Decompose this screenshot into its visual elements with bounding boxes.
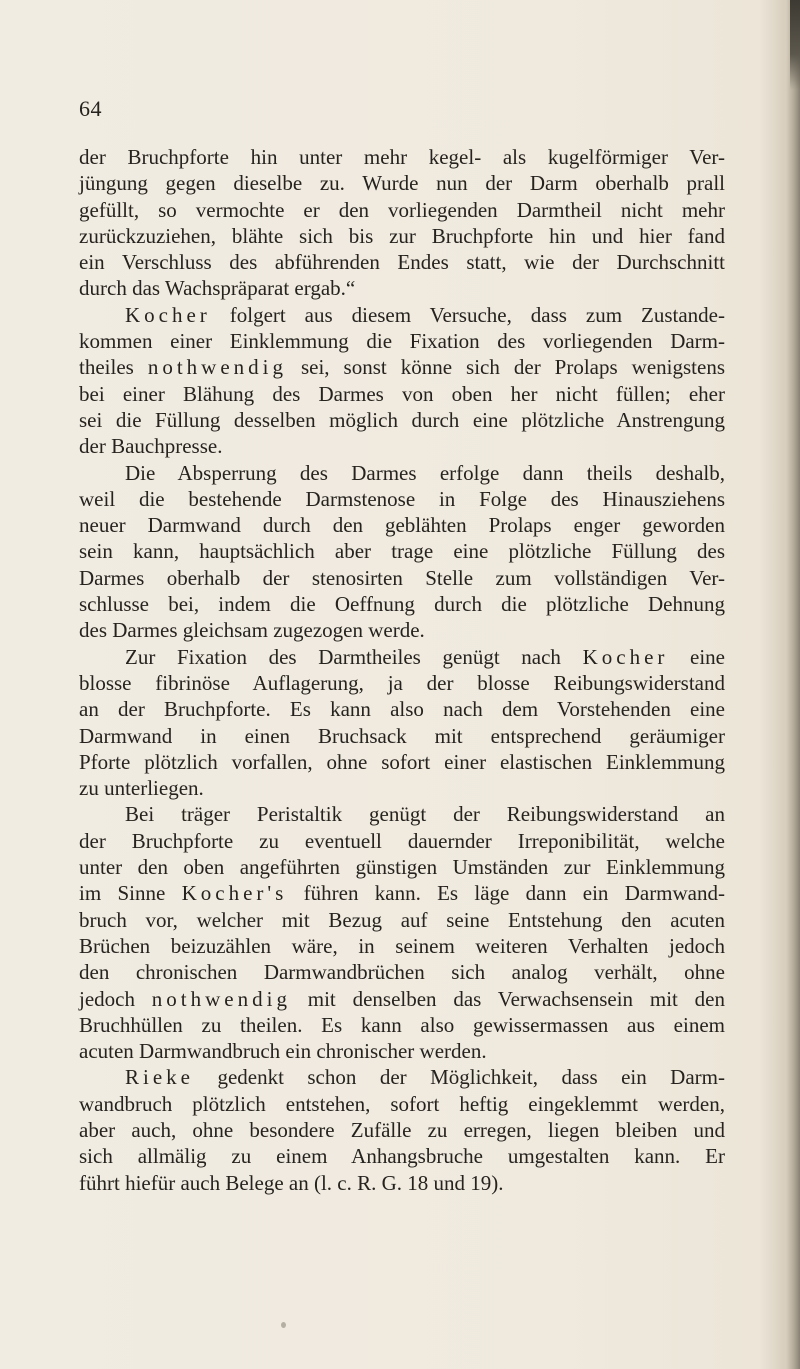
- text-line: sein kann, hauptsächlich aber trage eine plötzliche Füllung des: [79, 539, 725, 564]
- page-number: 64: [79, 96, 102, 121]
- text-line: bei einer Blähung des Darmes von oben her nicht füllen; eher: [79, 381, 725, 406]
- text-line: Darmwand in einen Bruchsack mit entsprechend geräumiger: [79, 723, 725, 748]
- text-line: aber auch, ohne besondere Zufälle zu erregen, liegen bleiben und: [79, 1117, 725, 1142]
- text-line: Zur Fixation des Darmtheiles genügt nach Kocher eine: [125, 644, 726, 669]
- text-line: der Bruchpforte zu eventuell dauernder Irreponibilität, welche: [79, 828, 725, 853]
- text-line: weil die bestehende Darmstenose in Folge des Hinausziehens: [79, 486, 725, 511]
- text-line: schlusse bei, indem die Oeffnung durch die plötzliche Dehnung: [79, 592, 725, 617]
- text-line: im Sinne Kocher's führen kann. Es läge dann ein Darmwand-: [79, 881, 726, 906]
- text-line: Darmes oberhalb der stenosirten Stelle zum vollständigen Ver-: [79, 565, 725, 590]
- text-line: unter den oben angeführten günstigen Umständen zur Einklemmung: [79, 855, 725, 880]
- text-line: Bei träger Peristaltik genügt der Reibungswiderstand an: [125, 802, 725, 827]
- text-line: Bruchhüllen zu theilen. Es kann also gewissermassen aus einem: [79, 1012, 725, 1037]
- text-line: der Bauchpresse.: [79, 434, 223, 459]
- text-line: neuer Darmwand durch den geblähten Prolaps enger geworden: [79, 513, 725, 538]
- text-line: kommen einer Einklemmung die Fixation des vorliegenden Darm-: [79, 329, 725, 354]
- text-line: sich allmälig zu einem Anhangsbruche umgestalten kann. Er: [79, 1144, 725, 1169]
- body-text: [79, 144, 725, 1196]
- text-line: an der Bruchpforte. Es kann also nach dem Vorstehenden eine: [79, 697, 725, 722]
- text-line: durch das Wachspräparat ergab.“: [79, 276, 356, 301]
- text-line: zurückzuziehen, blähte sich bis zur Bruchpforte hin und hier fand: [79, 223, 725, 248]
- text-line: des Darmes gleichsam zugezogen werde.: [79, 618, 425, 643]
- text-line: den chronischen Darmwandbrüchen sich analog verhält, ohne: [79, 960, 725, 985]
- text-line: Kocher folgert aus diesem Versuche, dass zum Zustande-: [125, 302, 725, 327]
- paper-speck: [281, 1322, 286, 1328]
- text-line: jüngung gegen dieselbe zu. Wurde nun der Darm oberhalb prall: [79, 171, 725, 196]
- text-line: jedoch nothwendig mit denselben das Verwachsensein mit den: [79, 986, 725, 1011]
- text-line: wandbruch plötzlich entstehen, sofort heftig eingeklemmt werden,: [79, 1091, 725, 1116]
- text-line: ein Verschluss des abführenden Endes statt, wie der Durchschnitt: [79, 250, 725, 275]
- text-line: theiles nothwendig sei, sonst könne sich der Prolaps wenigstens: [79, 355, 725, 380]
- page-edge-shadow: [786, 0, 800, 1369]
- text-line: Rieke gedenkt schon der Möglichkeit, dass ein Darm-: [125, 1065, 725, 1090]
- text-line: Pforte plötzlich vorfallen, ohne sofort einer elastischen Einklemmung: [79, 749, 725, 774]
- text-line: blosse fibrinöse Auflagerung, ja der blosse Reibungswiderstand: [79, 670, 725, 695]
- text-line: der Bruchpforte hin unter mehr kegel- als kugelförmiger Ver-: [79, 145, 725, 169]
- text-line: Die Absperrung des Darmes erfolge dann theils deshalb,: [125, 460, 725, 485]
- text-line: führt hiefür auch Belege an (l. c. R. G. 18 und 19).: [79, 1170, 504, 1195]
- text-line: zu unterliegen.: [79, 776, 204, 801]
- page-edge-mark: [790, 0, 800, 90]
- text-line: acuten Darmwandbruch ein chronischer werden.: [79, 1039, 487, 1064]
- text-line: bruch vor, welcher mit Bezug auf seine Entstehung den acuten: [79, 907, 725, 932]
- text-line: gefüllt, so vermochte er den vorliegenden Darmtheil nicht mehr: [79, 197, 725, 222]
- text-line: sei die Füllung desselben möglich durch eine plötzliche Anstrengung: [79, 407, 725, 432]
- text-line: Brüchen beizuzählen wäre, in seinem weiteren Verhalten jedoch: [79, 933, 725, 958]
